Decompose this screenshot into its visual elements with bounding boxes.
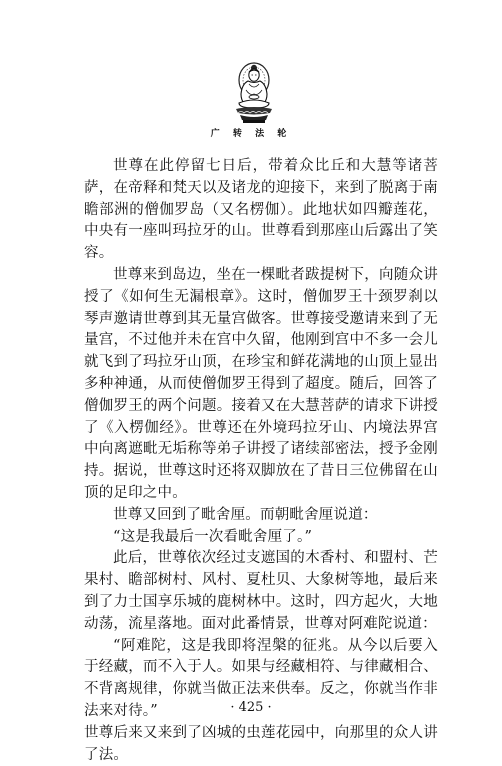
running-header: 广 转 法 轮 (210, 129, 292, 139)
paragraph: 世尊后来又来到了凶城的虫莲花园中，向那里的众人讲了法。 (84, 724, 438, 763)
page-number: · 425 · (230, 700, 272, 715)
paragraph: 此后，世尊依次经过支遮国的木香村、和盟村、芒果村、瞻部树村、风村、夏杜贝、大象树等地，最后来到了力士国享乐城的鹿树林中。这时，四方起火，大地动荡，流星落地。面对此番情景，世尊对阿难陀说道： (84, 550, 438, 632)
paragraph: 世尊又回到了毗舍厘。而朝毗舍厘说道： (113, 506, 378, 523)
quote-paragraph: “这是我最后一次看毗舍厘了。” (113, 528, 313, 545)
seated-buddha-icon (228, 60, 280, 126)
paragraph: 世尊在此停留七日后，带着众比丘和大慧等诸菩萨，在帝释和梵天以及诸龙的迎接下，来到了脱离于南瞻部洲的僧伽罗岛（又名楞伽）。此地状如四瓣莲花，中央有一座叫玛拉牙的山。世尊看到那座山后露出了笑容。 (84, 158, 438, 262)
text-body (84, 156, 438, 766)
paragraph: 世尊来到岛边，坐在一棵毗者跋提树下，向随众讲授了《如何生无漏根章》。这时，僧伽罗王十颈罗刹以琴声邀请世尊到其无量宫做客。世尊接受邀请来到了无量宫，不过他并未在宫中久留，他刚到宫中不多一会儿就飞到了玛拉牙山顶，在珍宝和鲜花满地的山顶上显出多种神通，从而使僧伽罗王得到了超度。随后，回答了僧伽罗王的两个问题。接着又在大慧菩萨的请求下讲授了《入楞伽经》。世尊还在外境玛拉牙山、内境法界宫中向离遮毗无垢称等弟子讲授了诸续部密法，授予金刚持。据说，世尊这时还将双脚放在了昔日三位佛留在山顶的足印之中。 (84, 266, 438, 501)
quote-paragraph: “阿难陀，这是我即将涅槃的征兆。从今以后要入于经藏，而不入于人。如果与经藏相符、与律藏相合、不背离规律，你就当做正法来供奉。反之，你就当作非法来对待。” (84, 637, 438, 719)
